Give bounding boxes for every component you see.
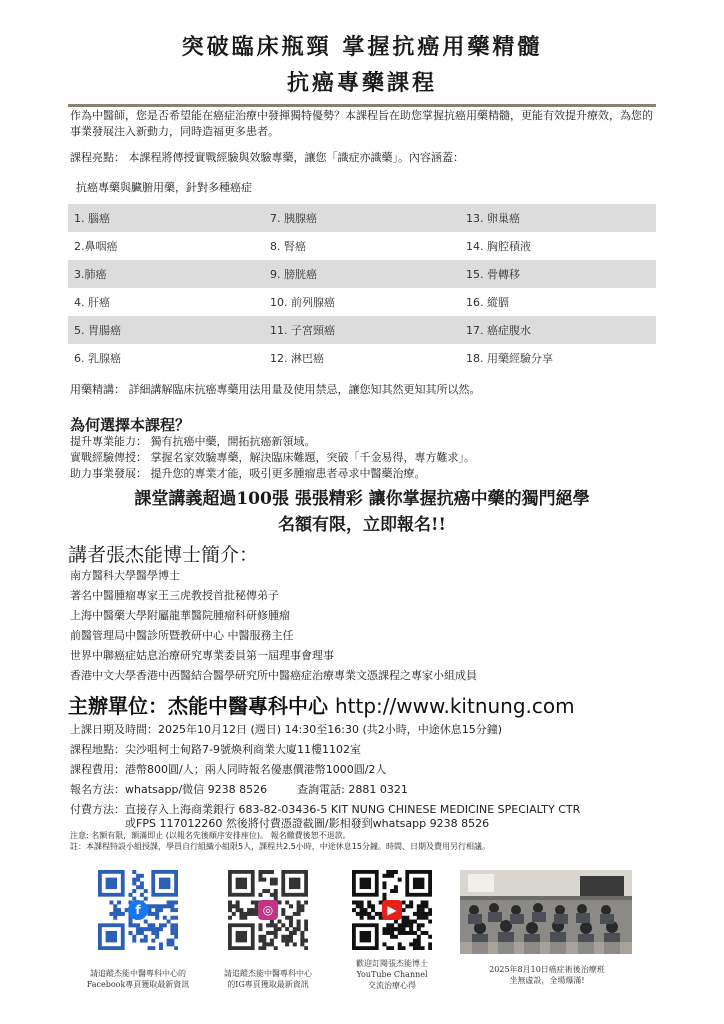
usage-paragraph: 用藥精講： 詳細講解臨床抗癌專藥用法用量及使用禁忌，讓您知其然更知其所以然。 — [70, 383, 481, 396]
instagram-caption: 請追蹤杰能中醫專科中心 的IG專頁獲取最新資訊 — [224, 969, 312, 989]
promo-banner: 課堂講義超過100張 張張精彩 讓你掌握抗癌中藥的獨門絕學 — [134, 489, 590, 509]
signup-row — [70, 780, 670, 800]
payment-row — [70, 800, 670, 831]
why-heading: 為何選擇本課程？ — [70, 416, 191, 434]
why-item: 提升專業能力： 獨有抗癌中藥，開拓抗癌新領域。 — [70, 435, 316, 448]
date-label: 上課日期及時間： — [70, 723, 158, 736]
credential-item: 上海中醫藥大學附屬龍華醫院腫瘤科研修腫瘤 — [70, 609, 290, 622]
facebook-qr-code[interactable] — [98, 870, 178, 950]
cancer-type-table — [68, 204, 656, 372]
venue-value: 尖沙咀柯士甸路7-9號煥利商業大廈11樓1102室 — [125, 743, 361, 756]
payment-fps: 或FPS 117012260 然後將付費憑證截圖/影相發到whatsapp 9238 8526 — [125, 817, 490, 830]
table-cell: 3.肺癌 — [68, 260, 264, 288]
intro-paragraph: 作為中醫師，您是否希望能在癌症治療中發揮獨特優勢？本課程旨在助您掌握抗癌用藥精髓，更能有效提升療效，為您的事業發展注入新動力，同時造福更多患者。 — [70, 109, 653, 138]
instagram-icon: ◎ — [258, 900, 278, 920]
table-subtitle: 抗癌專藥與臟腑用藥，針對多種癌症 — [76, 181, 252, 194]
facebook-caption: 請追蹤杰能中醫專科中心的 Facebook專頁獲取最新資訊 — [86, 969, 190, 989]
page-title: 突破臨床瓶頸 掌握抗癌用藥精髓 — [181, 34, 543, 60]
payment-label: 付費方法： — [70, 803, 125, 816]
note-item: 註：本課程特設小組授課，學員自行組織小組限5人，課程共2.5小時，中途休息15分鐘。時間、日期及費用另行相議。 — [70, 842, 490, 851]
table-cell: 8. 腎癌 — [270, 240, 306, 253]
facebook-icon: f — [128, 900, 148, 920]
course-highlight: 課程亮點： 本課程將傳授實戰經驗與效驗專藥，讓您「識症亦識藥」。內容涵蓋： — [70, 151, 464, 164]
table-cell: 6. 乳腺癌 — [74, 352, 121, 365]
organizer-line — [68, 690, 575, 719]
table-cell: 18. 用藥經驗分享 — [466, 352, 553, 365]
table-cell: 11. 子宮頸癌 — [264, 316, 460, 344]
title-divider — [68, 104, 656, 107]
course-details — [70, 720, 670, 831]
table-cell: 9. 膀胱癌 — [264, 260, 460, 288]
youtube-icon: ▶ — [382, 900, 402, 920]
photo-caption: 2025年8月10日癌症術後治療班 坐無虛設，全場爆滿! — [489, 965, 605, 985]
table-cell: 7. 胰腺癌 — [264, 204, 460, 232]
table-row — [68, 232, 656, 260]
instagram-qr-code[interactable] — [228, 870, 308, 950]
lecturer-credentials — [70, 566, 670, 686]
credential-item: 著名中醫腫瘤專家王三虎教授首批秘傳弟子 — [70, 589, 279, 602]
table-cell: 17. 癌症腹水 — [460, 316, 656, 344]
payment-bank: 直接存入上海商業銀行 683-82-03436-5 KIT NUNG CHINESE MEDICINE SPECIALTY CTR — [125, 803, 581, 816]
date-value: 2025年10月12日 (週日) 14:30至16:30 (共2小時，中途休息15分鐘) — [158, 723, 503, 736]
table-row — [68, 344, 656, 372]
fee-label: 課程費用： — [70, 763, 125, 776]
table-cell: 4. 肝癌 — [74, 296, 110, 309]
table-row — [68, 316, 656, 344]
table-cell: 14. 胸腔積液 — [466, 240, 531, 253]
credential-item: 前醫管理局中醫診所暨教研中心 中醫服務主任 — [70, 629, 294, 642]
signup-banner: 名額有限，立即報名!! — [278, 515, 446, 535]
venue-row — [70, 740, 670, 760]
notes — [70, 830, 670, 852]
youtube-caption: 歡迎訂閱張杰能博士 YouTube Channel 交流治療心得 — [356, 959, 428, 990]
table-cell: 2.鼻咽癌 — [74, 240, 118, 253]
credential-item: 香港中文大學香港中西醫結合醫學研究所中醫癌症治療專業文憑課程之專家小組成員 — [70, 669, 477, 682]
fee-value: 港幣800圓/人；兩人同時報名優惠價港幣1000圓/2人 — [125, 763, 387, 776]
lecturer-heading: 講者張杰能博士簡介： — [68, 544, 259, 566]
date-row — [70, 720, 670, 740]
website-link[interactable]: http://www.kitnung.com — [334, 694, 575, 718]
table-cell: 5. 胃腸癌 — [68, 316, 264, 344]
credential-item: 世界中聯癌症姑息治療研究專業委員第一屆理事會理事 — [70, 649, 334, 662]
table-cell: 1. 腦癌 — [68, 204, 264, 232]
table-row — [68, 288, 656, 316]
why-item: 助力事業發展： 提升您的專業才能，吸引更多腫瘤患者尋求中醫藥治療。 — [70, 467, 426, 480]
organizer-name: 主辦單位：杰能中醫專科中心 — [68, 694, 328, 718]
note-item: 注意: 名額有限，額滿即止 (以報名先後順序安排座位)。 報名繳費後恕不退款。 — [70, 831, 351, 840]
page-subtitle: 抗癌專藥課程 — [286, 70, 437, 96]
table-cell: 13. 卵巢癌 — [460, 204, 656, 232]
table-cell: 12. 淋巴癌 — [270, 352, 324, 365]
class-photo — [460, 870, 632, 954]
credential-item: 南方醫科大學醫學博士 — [70, 569, 180, 582]
table-cell: 16. 縱膈 — [466, 296, 509, 309]
table-cell: 15. 骨轉移 — [460, 260, 656, 288]
signup-label: 報名方法： — [70, 783, 125, 796]
table-row — [68, 204, 656, 232]
why-item: 實戰經驗傳授： 掌握名家效驗專藥，解決臨床難題，突破「千金易得，專方難求」。 — [70, 451, 475, 464]
phone-value: 查詢電話: 2881 0321 — [297, 783, 408, 796]
table-row — [68, 260, 656, 288]
why-list — [70, 434, 656, 482]
table-cell: 10. 前列腺癌 — [270, 296, 335, 309]
youtube-qr-code[interactable] — [352, 870, 432, 950]
signup-value: whatsapp/微信 9238 8526 — [125, 783, 268, 796]
venue-label: 課程地點： — [70, 743, 125, 756]
fee-row — [70, 760, 670, 780]
